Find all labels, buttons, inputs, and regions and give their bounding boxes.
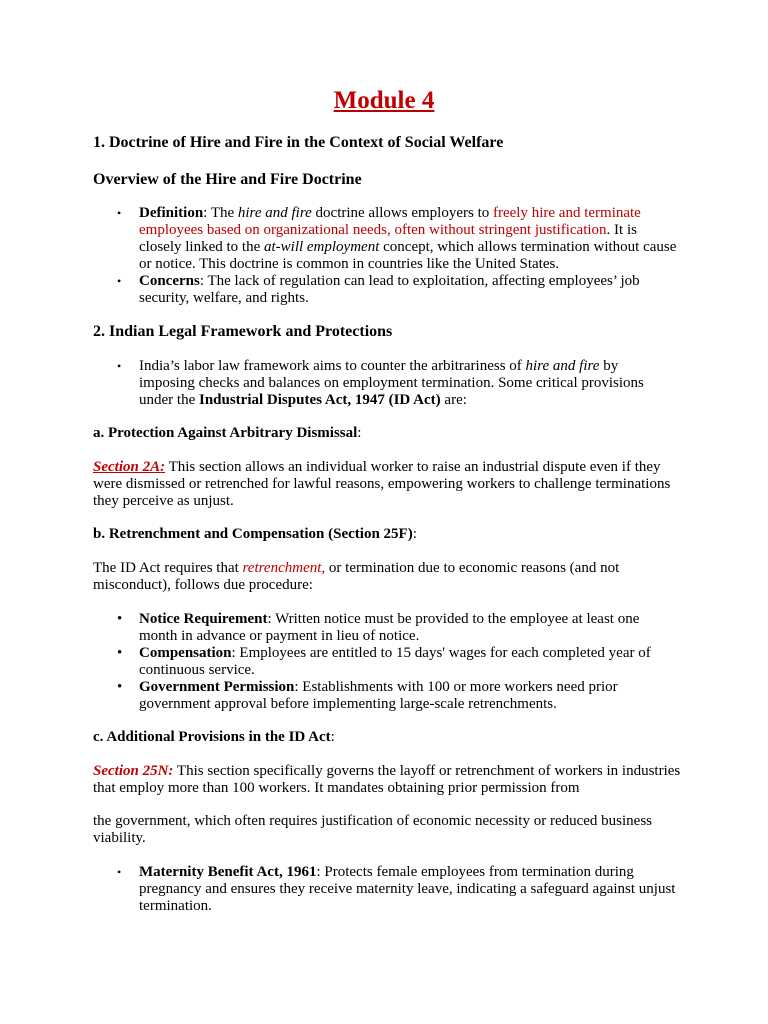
list-item-concerns: • Concerns: The lack of regulation can lead to exploitation, affecting employees’ job security, welfare, and rights. bbox=[117, 273, 640, 306]
bullet-icon: • bbox=[117, 679, 123, 695]
bullet-icon: • bbox=[117, 865, 122, 879]
section-2a-paragraph: Section 2A: This section allows an individual worker to raise an industrial dispute even if they were dismissed or retrenched for lawful reasons, empowering workers to challenge terminations they perceive as unjust. bbox=[93, 459, 671, 509]
definition-label: Definition bbox=[139, 205, 204, 221]
list-item: • Notice Requirement: Written notice must be provided to the employee at least one month in advance or payment in lieu of notice. bbox=[117, 611, 640, 644]
list-item-framework-intro: • India’s labor law framework aims to counter the arbitrariness of hire and fire by imposing checks and balances on employment termination. Some critical provisions under the Industrial Disputes Act, 1947 (ID Act) are: bbox=[117, 358, 644, 408]
framework-list bbox=[117, 358, 677, 409]
maternity-list bbox=[117, 864, 677, 915]
subsection-a-heading: a. Protection Against Arbitrary Dismissal: bbox=[93, 425, 362, 441]
subsection-c-heading: c. Additional Provisions in the ID Act: bbox=[93, 729, 335, 745]
section-1-subheading: Overview of the Hire and Fire Doctrine bbox=[93, 171, 362, 188]
section-1-heading: 1. Doctrine of Hire and Fire in the Context of Social Welfare bbox=[93, 134, 504, 151]
bullet-icon: • bbox=[117, 274, 122, 288]
section-25n-paragraph: Section 25N: This section specifically governs the layoff or retrenchment of workers in industries that employ more than 100 workers. It mandates obtaining prior permission from bbox=[93, 763, 681, 796]
section-2-heading: 2. Indian Legal Framework and Protections bbox=[93, 323, 393, 340]
retrenchment-list bbox=[117, 611, 677, 713]
list-item: • Compensation: Employees are entitled to 15 days' wages for each completed year of continuous service. bbox=[117, 645, 651, 678]
page-title: Module 4 bbox=[333, 87, 435, 114]
list-item-definition: • Definition: The hire and fire doctrine allows employers to freely hire and terminate employees based on organizational needs, often without stringent justification. It is closely linked to the at-will employment concept, which allows termination without cause or notice. This doctrine is common in countries like the United States. bbox=[117, 205, 677, 272]
bullet-icon: • bbox=[117, 611, 123, 627]
bullet-icon: • bbox=[117, 206, 122, 220]
list-item-maternity: • Maternity Benefit Act, 1961: Protects female employees from termination during pregnancy and ensures they receive maternity leave, indicating a safeguard against unjust termination. bbox=[117, 864, 676, 914]
concerns-label: Concerns bbox=[139, 273, 200, 289]
bullet-icon: • bbox=[117, 359, 122, 373]
retrenchment-highlight: retrenchment, bbox=[242, 560, 326, 576]
section-25n-continuation: the government, which often requires justification of economic necessity or reduced business viability. bbox=[93, 813, 652, 846]
doctrine-list bbox=[117, 205, 677, 307]
definition-highlight: freely hire and terminate employees based on organizational needs, often without stringent justification bbox=[139, 205, 641, 238]
section-25n-label: Section 25N bbox=[93, 763, 169, 779]
list-item: • Government Permission: Establishments with 100 or more workers need prior government approval before implementing large-scale retrenchments. bbox=[117, 679, 618, 712]
retrenchment-paragraph: The ID Act requires that retrenchment, or termination due to economic reasons (and not misconduct), follows due procedure: bbox=[93, 560, 620, 593]
maternity-label: Maternity Benefit Act, 1961 bbox=[139, 864, 317, 880]
bullet-icon: • bbox=[117, 645, 123, 661]
subsection-b-heading: b. Retrenchment and Compensation (Section 25F): bbox=[93, 526, 417, 542]
section-2a-label: Section 2A bbox=[93, 459, 161, 475]
